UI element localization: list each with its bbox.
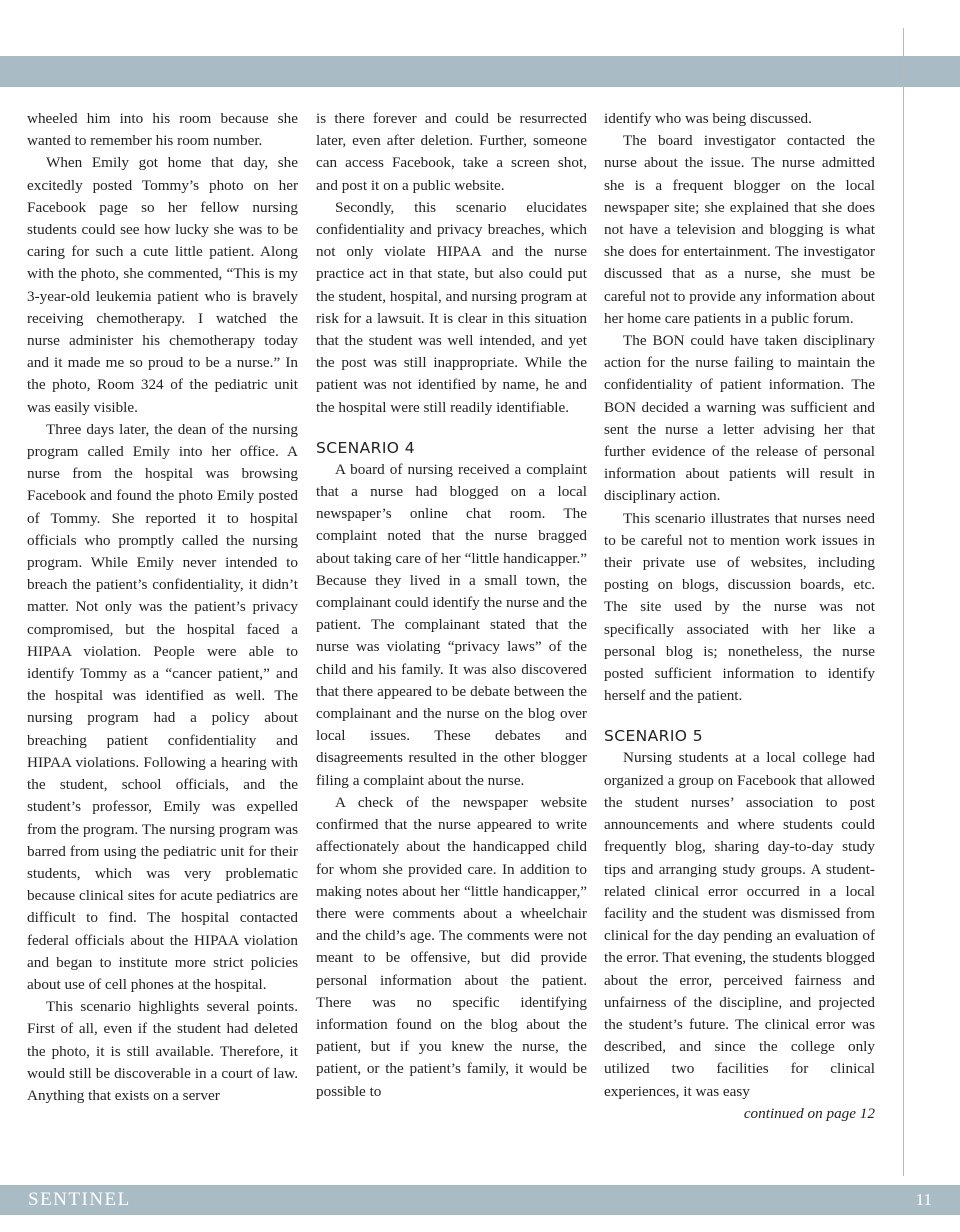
paragraph: This scenario illustrates that nurses need to be careful not to mention work issues in their private use of websites, including posting on blogs, discussion boards, etc. The site used by the nurse was not specifically associated with her like a personal blog is; nonetheless, the nurse posted sufficient information to identify herself and the patient. [604, 509, 875, 705]
margin-rule [903, 28, 904, 1176]
footer-band [0, 1185, 960, 1215]
publication-title: SENTINEL [28, 1189, 131, 1210]
section-heading-scenario-5: SCENARIO 5 [604, 727, 703, 746]
column-3 [604, 108, 875, 1168]
paragraph: Nursing students at a local college had organized a group on Facebook that allowed the student nurses’ association to post announcements and where students could frequently blog, sharing day-to-day study tips and arranging study groups. A student-related clinical error occurred in a local facility and the student was dismissed from clinical for the day pending an evaluation of the error. That evening, the students blogged about the error, perceived fairness and unfairness of the discipline, and projected the student’s future. The clinical error was described, and since the college only utilized two facilities for clinical experiences, it was easy [604, 749, 875, 1100]
column-1 [27, 108, 298, 1168]
header-band [0, 56, 960, 87]
paragraph: is there forever and could be resurrected later, even after deletion. Further, someone can access Facebook, take a screen shot, and post it on a public website. [316, 110, 587, 194]
article-body [27, 108, 875, 1168]
paragraph: wheeled him into his room because she wanted to remember his room number. [27, 110, 298, 150]
paragraph: When Emily got home that day, she excitedly posted Tommy’s photo on her Facebook page so her fellow nursing students could see how lucky she was to be caring for such a cute little patient. Along with the photo, she commented, “This is my 3-year-old leukemia patient who is bravely receiving chemotherapy. I watched the nurse administer his chemotherapy today and it made me so proud to be a nurse.” In the photo, Room 324 of the pediatric unit was easily visible. [27, 154, 298, 416]
column-2 [316, 108, 587, 1168]
paragraph: The board investigator contacted the nurse about the issue. The nurse admitted she is a frequent blogger on the local newspaper site; she explained that she does not have a television and blogging is what she does for entertainment. The investigator discussed that as a nurse, she must be careful not to provide any information about her home care patients in a public forum. [604, 132, 875, 327]
continued-note: continued on page 12 [743, 1104, 875, 1122]
paragraph: The BON could have taken disciplinary action for the nurse failing to maintain the confidentiality of patient information. The BON decided a warning was sufficient and sent the nurse a letter advising her that further evidence of the release of personal information about patients will result in disciplinary action. [604, 332, 875, 505]
paragraph: This scenario highlights several points. First of all, even if the student had deleted the photo, it is still available. Therefore, it would still be discoverable in a court of law. Anything that exists on a server [27, 998, 298, 1104]
section-heading-scenario-4: SCENARIO 4 [316, 438, 415, 457]
paragraph: A board of nursing received a complaint that a nurse had blogged on a local newspaper’s online chat room. The complaint noted that the nurse bragged about taking care of her “little handicapper.” Because they lived in a small town, the complainant could identify the nurse and the patient. The complainant stated that the nurse was violating “privacy laws” of the child and his family. It was also discovered that there appeared to be debate between the complainant and the nurse on the blog over local issues. These debates and disagreements resulted in the other blogger filing a complaint about the nurse. [316, 460, 587, 789]
paragraph: identify who was being discussed. [604, 110, 812, 127]
page-number: 11 [915, 1190, 932, 1209]
paragraph: A check of the newspaper website confirmed that the nurse appeared to write affectionately about the handicapped child for whom she provided care. In addition to making notes about her “little handicapper,” there were comments about a wheelchair and the child’s age. The comments were not meant to be offensive, but did provide personal information about the patient. There was no specific identifying information found on the blog about the patient, but if you knew the nurse, the patient, or the patient’s family, it would be possible to [316, 793, 587, 1100]
paragraph: Secondly, this scenario elucidates confidentiality and privacy breaches, which not only violate HIPAA and the nurse practice act in that state, but also could put the student, hospital, and nursing program at risk for a lawsuit. It is clear in this situation that the student was well intended, and yet the post was still inappropriate. While the patient was not identified by name, he and the hospital were still readily identifiable. [316, 198, 587, 416]
paragraph: Three days later, the dean of the nursing program called Emily into her office. A nurse from the hospital was browsing Facebook and found the photo Emily posted of Tommy. She reported it to hospital officials who promptly called the nursing program. While Emily never intended to breach the patient’s confidentiality, it didn’t matter. Not only was the patient’s privacy compromised, but the hospital faced a HIPAA violation. People were able to identify Tommy as a “cancer patient,” and the hospital was identified as well. The nursing program had a policy about breaching patient confidentiality and HIPAA violations. Following a hearing with the student, school officials, and the student’s professor, Emily was expelled from the program. The nursing program was barred from using the pediatric unit for their students, which was very problematic because clinical sites for acute pediatrics are difficult to find. The hospital contacted federal officials about the HIPAA violation and began to institute more strict policies about use of cell phones at the hospital. [27, 420, 298, 993]
